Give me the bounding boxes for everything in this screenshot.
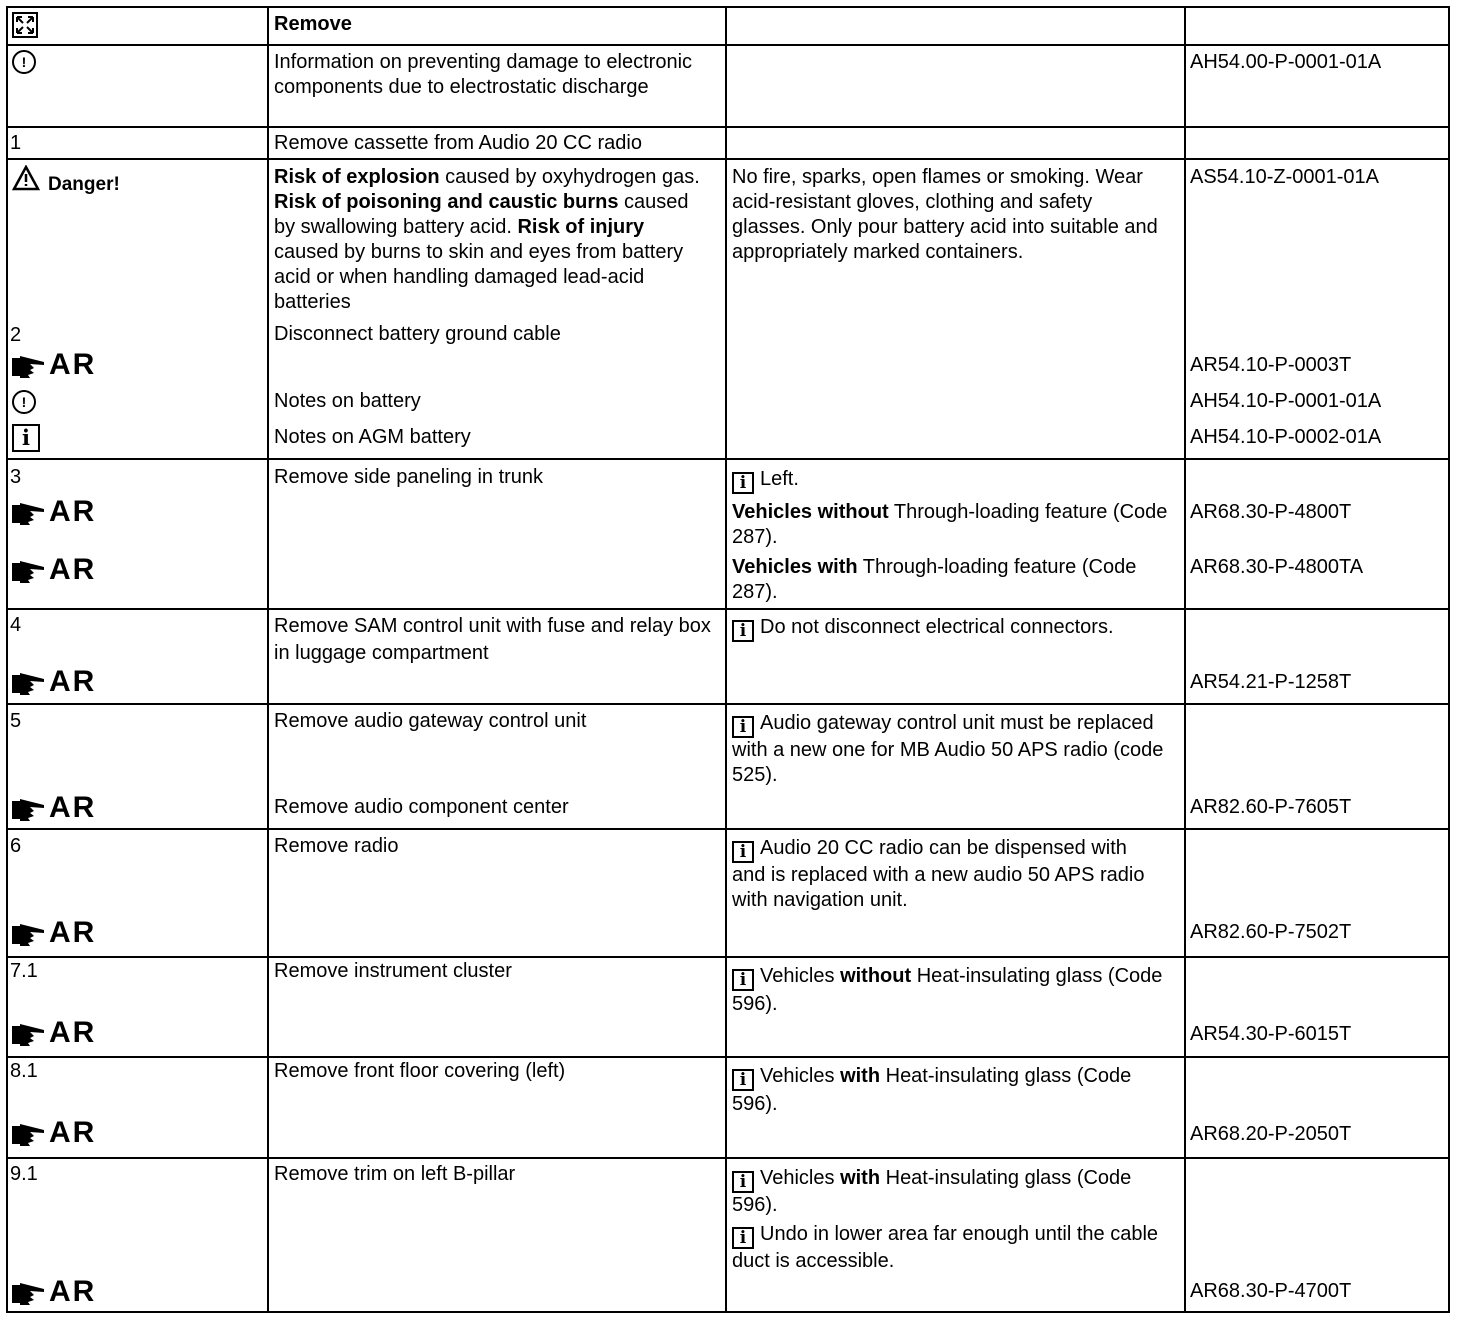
step-note [732, 711, 1172, 788]
step-number: 8.1 [10, 1060, 38, 1082]
step-number: 6 [10, 835, 22, 857]
ar-label: AR [49, 1116, 97, 1149]
ar-ref-code[interactable]: AR54.10-P-0003T [1190, 354, 1352, 376]
step-note [732, 1166, 1182, 1218]
step-ref[interactable]: AR54.21-P-1258T [1190, 671, 1352, 693]
risk-explosion: Risk of explosion [274, 166, 440, 188]
sub-ref[interactable]: AH54.10-P-0002-01A [1190, 426, 1382, 448]
step-note [732, 615, 1114, 642]
pointing-hand-icon [10, 922, 46, 948]
info-icon: i [732, 969, 754, 991]
note-text: Do not disconnect electrical connectors. [760, 616, 1114, 638]
note-text: Left. [760, 468, 799, 490]
ar-reference[interactable] [10, 667, 96, 697]
pointing-hand-icon [10, 671, 46, 697]
esd-warning-icon: ! [12, 50, 36, 74]
note-bold: with [840, 1065, 881, 1087]
note-bold: without [840, 965, 912, 987]
variant-note [732, 555, 1182, 605]
risk-explosion-text: caused by oxyhydrogen gas. [439, 166, 700, 188]
note-text: Vehicles [760, 1167, 841, 1189]
step-text: Remove instrument cluster [274, 960, 512, 982]
danger-label: Danger! [48, 174, 120, 195]
step-ref[interactable]: AR54.30-P-6015T [1190, 1023, 1352, 1045]
note-text: Undo in lower area far enough until the cable duct is accessible. [732, 1223, 1159, 1272]
esd-info-ref[interactable]: AH54.00-P-0001-01A [1190, 51, 1382, 73]
info-icon: i [732, 472, 754, 494]
ar-label: AR [49, 1275, 97, 1308]
note-text: Heat-insulating glass (Code 596). [732, 1167, 1132, 1216]
step-number: 5 [10, 710, 22, 732]
ar-reference[interactable] [10, 1277, 96, 1307]
pointing-hand-icon [10, 1281, 46, 1307]
note-text: Vehicles [760, 1065, 841, 1087]
danger-risk-text [274, 165, 714, 315]
danger-ref[interactable]: AS54.10-Z-0001-01A [1190, 166, 1380, 188]
step-text: Remove SAM control unit with fuse and relay box in luggage compartment [274, 615, 711, 664]
ar-reference[interactable] [10, 1118, 96, 1148]
step-text: Remove audio component center [274, 796, 569, 818]
variant-ref[interactable]: AR68.30-P-4800TA [1190, 556, 1364, 578]
esd-info-text: Information on preventing damage to electronic components due to electrostatic discharge [274, 51, 693, 98]
pointing-hand-icon [10, 559, 46, 585]
info-icon: i [732, 1069, 754, 1091]
warning-triangle-icon [12, 165, 40, 197]
step-text: Remove side paneling in trunk [274, 466, 544, 488]
note-text: Heat-insulating glass (Code 596). [732, 965, 1163, 1015]
info-icon: i [12, 424, 40, 452]
step-text: Remove trim on left B-pillar [274, 1163, 516, 1185]
ar-reference[interactable] [10, 1018, 96, 1048]
step-number: 1 [10, 132, 22, 154]
danger-note: No fire, sparks, open flames or smoking. Wear acid-resistant gloves, clothing and safety glasses. Only pour battery acid into suitable and appropriately marked containers. [732, 166, 1158, 263]
risk-injury: Risk of injury [517, 216, 645, 238]
step-ref[interactable]: AR82.60-P-7502T [1190, 921, 1352, 943]
ar-reference[interactable] [10, 793, 96, 823]
variant-bold: Vehicles without [732, 501, 889, 523]
pointing-hand-icon [10, 501, 46, 527]
ar-label: AR [49, 1016, 97, 1049]
ar-label: AR [49, 348, 97, 381]
sub-text: Notes on AGM battery [274, 426, 471, 448]
step-number: 3 [10, 466, 22, 488]
note-text: Audio gateway control unit must be replaced with a new one for MB Audio 50 APS radio (code 525). [732, 712, 1164, 786]
step-note [732, 836, 1162, 913]
variant-bold: Vehicles with [732, 556, 858, 578]
expand-icon[interactable] [12, 12, 38, 44]
sub-ref[interactable]: AH54.10-P-0001-01A [1190, 390, 1382, 412]
info-icon: i [732, 1227, 754, 1249]
ar-reference[interactable] [10, 555, 96, 585]
info-icon: i [732, 1171, 754, 1193]
step-note [732, 467, 799, 494]
ar-reference[interactable] [10, 497, 96, 527]
variant-ref[interactable]: AR68.30-P-4800T [1190, 501, 1352, 523]
header-remove: Remove [274, 13, 352, 35]
ar-label: AR [49, 791, 97, 824]
step-note [732, 963, 1172, 1018]
step-text: Remove radio [274, 835, 399, 857]
ar-reference[interactable] [10, 350, 96, 380]
variant-note [732, 500, 1182, 550]
step-text: Disconnect battery ground cable [274, 323, 561, 345]
step-ref[interactable]: AR82.60-P-7605T [1190, 796, 1352, 818]
pointing-hand-icon [10, 797, 46, 823]
ar-label: AR [49, 665, 97, 698]
risk-poisoning-text: caused by swallowing battery acid. [274, 191, 689, 238]
pointing-hand-icon [10, 354, 46, 380]
step-note [732, 1222, 1172, 1274]
ar-label: AR [49, 553, 97, 586]
step-ref[interactable]: AR68.30-P-4700T [1190, 1280, 1352, 1302]
step-ref[interactable]: AR68.20-P-2050T [1190, 1123, 1352, 1145]
variant-text: Through-loading feature (Code 287). [732, 501, 1168, 548]
note-text: Vehicles [760, 965, 841, 987]
esd-warning-icon: ! [12, 390, 36, 414]
note-text: Heat-insulating glass (Code 596). [732, 1065, 1132, 1115]
ar-reference[interactable] [10, 918, 96, 948]
risk-poisoning: Risk of poisoning and caustic burns [274, 191, 619, 213]
ar-label: AR [49, 916, 97, 949]
info-icon: i [732, 620, 754, 642]
pointing-hand-icon [10, 1022, 46, 1048]
step-note [732, 1063, 1182, 1118]
step-number: 4 [10, 614, 22, 636]
variant-text: Through-loading feature (Code 287). [732, 556, 1137, 603]
sub-text: Notes on battery [274, 390, 421, 412]
step-text: Remove audio gateway control unit [274, 710, 587, 732]
info-icon: i [732, 841, 754, 863]
step-text: Remove cassette from Audio 20 CC radio [274, 132, 642, 154]
step-number: 7.1 [10, 960, 38, 982]
step-number: 2 [10, 324, 22, 346]
step-text: Remove front floor covering (left) [274, 1060, 566, 1082]
note-bold: with [840, 1167, 881, 1189]
ar-label: AR [49, 495, 97, 528]
pointing-hand-icon [10, 1122, 46, 1148]
info-icon: i [732, 716, 754, 738]
note-text: Audio 20 CC radio can be dispensed with and is replaced with a new audio 50 APS radio with navigation unit. [732, 837, 1145, 911]
step-number: 9.1 [10, 1163, 38, 1185]
risk-injury-text: caused by burns to skin and eyes from battery acid or when handling damaged lead-acid batteries [274, 241, 684, 313]
